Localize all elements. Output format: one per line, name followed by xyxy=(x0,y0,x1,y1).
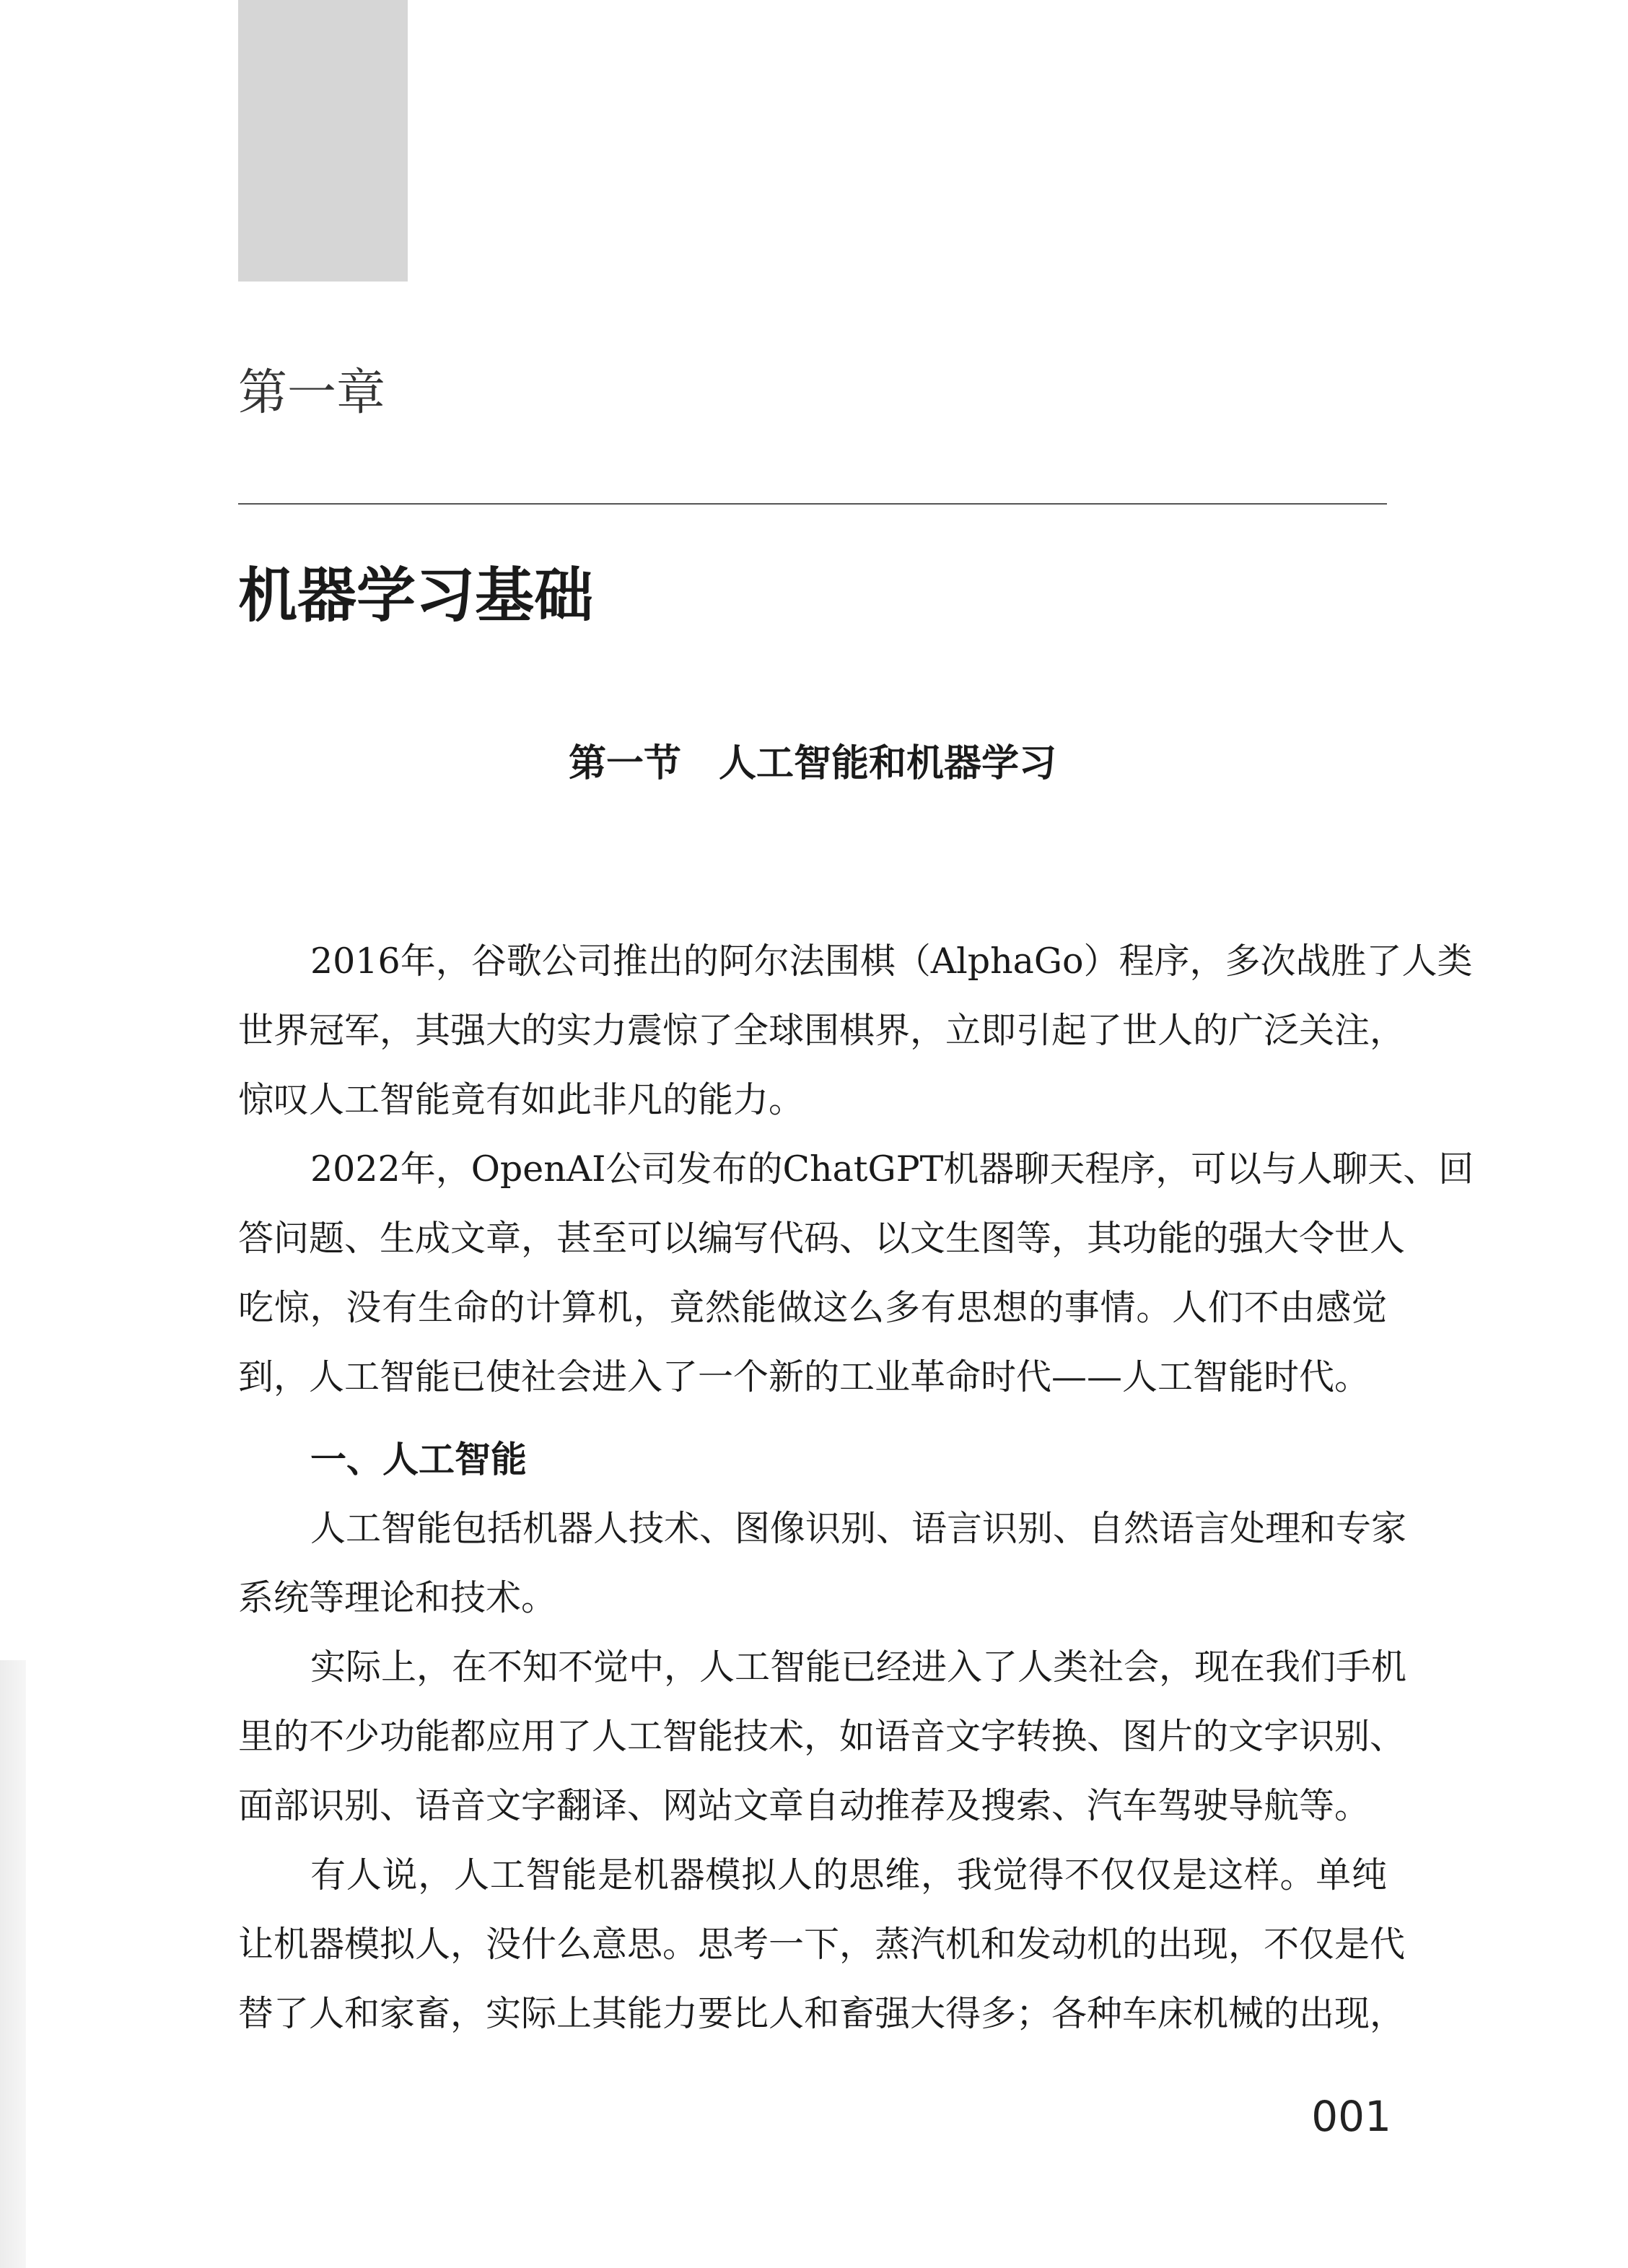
paragraph-line: 答问题、生成文章，甚至可以编写代码、以文生图等，其功能的强大令世人 xyxy=(238,1218,1406,1259)
chapter-number: 第一章 xyxy=(238,365,386,422)
paragraph-line: 2016年，谷歌公司推出的阿尔法围棋（AlphaGo）程序，多次战胜了人类 xyxy=(310,941,1473,982)
chapter-title: 机器学习基础 xyxy=(238,562,594,630)
body-text xyxy=(238,927,1474,2049)
paragraph-line: 吃惊，没有生命的计算机，竟然能做这么多有思想的事情。人们不由感觉 xyxy=(238,1287,1387,1328)
paragraph-line: 世界冠军，其强大的实力震惊了全球围棋界，立即引起了世人的广泛关注， xyxy=(238,1010,1406,1051)
subheading: 一、人工智能 xyxy=(310,1439,527,1480)
paragraph-line: 人工智能包括机器人技术、图像识别、语言识别、自然语言处理和专家 xyxy=(310,1508,1407,1549)
chapter-divider xyxy=(238,503,1387,505)
paragraph-line: 到，人工智能已使社会进入了一个新的工业革命时代——人工智能时代。 xyxy=(238,1356,1370,1397)
page-edge-decoration xyxy=(0,1660,26,2268)
paragraph-line: 2022年，OpenAI公司发布的ChatGPT机器聊天程序，可以与人聊天、回 xyxy=(310,1148,1474,1190)
paragraph-line: 让机器模拟人，没什么意思。思考一下，蒸汽机和发动机的出现，不仅是代 xyxy=(238,1924,1406,1965)
paragraph-line: 里的不少功能都应用了人工智能技术，如语音文字转换、图片的文字识别、 xyxy=(238,1716,1406,1757)
paragraph-line: 替了人和家畜，实际上其能力要比人和畜强大得多；各种车床机械的出现， xyxy=(238,1993,1406,2034)
paragraph-line: 面部识别、语音文字翻译、网站文章自动推荐及搜索、汽车驾驶导航等。 xyxy=(238,1785,1370,1826)
chapter-tab-decoration xyxy=(238,0,408,282)
paragraph-line: 系统等理论和技术。 xyxy=(238,1577,557,1618)
paragraph-line: 有人说，人工智能是机器模拟人的思维，我觉得不仅仅是这样。单纯 xyxy=(310,1854,1387,1896)
section-title: 第一节 人工智能和机器学习 xyxy=(568,742,1056,785)
paragraph-line: 实际上，在不知不觉中，人工智能已经进入了人类社会，现在我们手机 xyxy=(310,1647,1407,1688)
paragraphs-before xyxy=(238,927,1474,1412)
paragraph-line: 惊叹人工智能竟有如此非凡的能力。 xyxy=(238,1079,805,1120)
paragraphs-after xyxy=(238,1494,1407,2049)
page-number: 001 xyxy=(1311,2092,1391,2141)
